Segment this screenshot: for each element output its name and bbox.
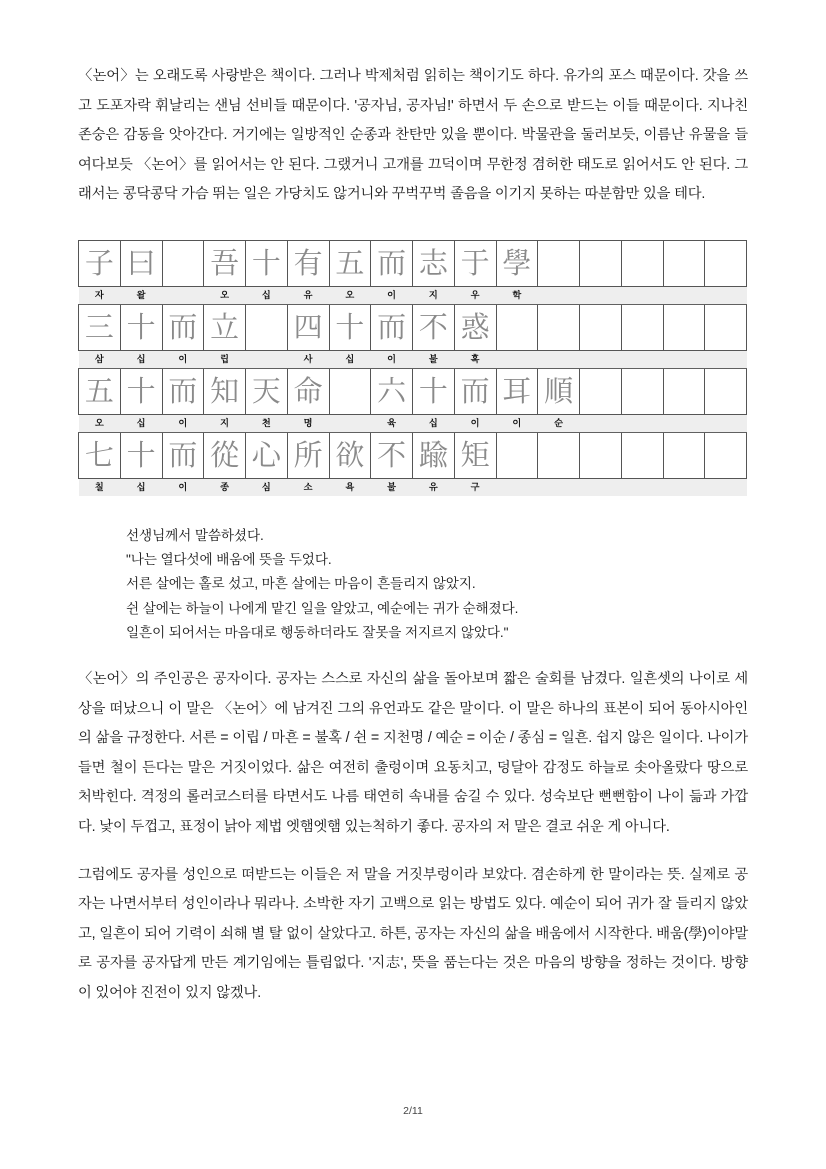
reading-cell: [663, 414, 705, 432]
reading-cell: 이: [496, 414, 538, 432]
quote-line: "나는 열다섯에 배움에 뜻을 두었다.: [126, 552, 332, 568]
hanja-cell: 立: [204, 304, 246, 350]
hanja-cell: 心: [246, 432, 288, 478]
reading-cell: 욕: [329, 478, 371, 496]
hanja-cell: 學: [496, 240, 538, 286]
hanja-cell: 十: [120, 368, 162, 414]
hanja-cell: 順: [538, 368, 580, 414]
hanja-cell: 五: [329, 240, 371, 286]
hanja-cell: 耳: [496, 368, 538, 414]
hanja-cell: [496, 304, 538, 350]
reading-cell: [621, 350, 663, 368]
hanja-cell: 命: [287, 368, 329, 414]
reading-cell: 십: [120, 478, 162, 496]
hanja-char-row: [79, 432, 747, 478]
hanja-cell: 于: [454, 240, 496, 286]
reading-cell: 유: [287, 286, 329, 304]
reading-cell: 지: [204, 414, 246, 432]
reading-cell: 삼: [79, 350, 121, 368]
hanja-cell: 而: [371, 304, 413, 350]
hanja-char-row: [79, 368, 747, 414]
reading-cell: 십: [413, 414, 455, 432]
hanja-cell: 從: [204, 432, 246, 478]
reading-cell: 이: [371, 350, 413, 368]
hanja-reading-row: [79, 286, 747, 304]
reading-cell: 소: [287, 478, 329, 496]
reading-cell: 순: [538, 414, 580, 432]
hanja-cell: [538, 240, 580, 286]
hanja-cell: 而: [162, 304, 204, 350]
hanja-cell: 十: [246, 240, 288, 286]
reading-cell: [538, 478, 580, 496]
hanja-cell: 不: [371, 432, 413, 478]
hanja-cell: [621, 240, 663, 286]
quote-line: 쉰 살에는 하늘이 나에게 맡긴 일을 알았고, 예순에는 귀가 순해졌다.: [126, 600, 519, 616]
reading-cell: [580, 286, 622, 304]
hanja-cell: [621, 432, 663, 478]
reading-cell: 구: [454, 478, 496, 496]
reading-cell: [329, 414, 371, 432]
hanja-cell: 不: [413, 304, 455, 350]
reading-cell: [621, 414, 663, 432]
reading-cell: 칠: [79, 478, 121, 496]
reading-cell: 유: [413, 478, 455, 496]
paragraph-after-table: 〈논어〉의 주인공은 공자이다. 공자는 스스로 자신의 삶을 돌아보며 짧은 술회를 남겼다. 일흔셋의 나이로 세상을 떠났으니 이 말은 〈논어〉에 남겨진 그의 유언과도 같은 말이다. 이 말은 하나의 표본이 되어 동아시아인의 삶을 규정한다. 서른 = 이립 / 마흔 = 불혹 / 쉰 = 지천명 / 예순 = 이순 / 종심 = 일흔. 쉽지 않은 일이다. 나이가 들면 철이 든다는 말은 거짓이었다. 삶은 여전히 출렁이며 요동치고, 덩달아 감정도 하늘로 솟아올랐다 땅으로 처박힌다. 격정의 롤러코스터를 타면서도 나름 태연히 속내를 숨길 수 있다. 성숙보단 뻔뻔함이 나이 듦과 가깝다. 낯이 두껍고, 표정이 낡아 제법 엣햄엣햄 있는척하기 좋다. 공자의 저 말은 결코 쉬운 게 아니다.: [78, 670, 748, 835]
reading-cell: [621, 286, 663, 304]
reading-cell: [162, 286, 204, 304]
reading-cell: 이: [162, 478, 204, 496]
hanja-cell: 而: [371, 240, 413, 286]
reading-cell: [580, 478, 622, 496]
hanja-cell: 惑: [454, 304, 496, 350]
hanja-cell: [621, 368, 663, 414]
reading-cell: [580, 414, 622, 432]
hanja-cell: 而: [454, 368, 496, 414]
hanja-cell: 十: [329, 304, 371, 350]
quote-line: 일흔이 되어서는 마음대로 행동하더라도 잘못을 저지르지 않았다.": [126, 624, 509, 640]
reading-cell: 왈: [120, 286, 162, 304]
reading-cell: [621, 478, 663, 496]
reading-cell: 오: [204, 286, 246, 304]
hanja-cell: [580, 240, 622, 286]
hanja-cell: 吾: [204, 240, 246, 286]
reading-cell: [580, 350, 622, 368]
hanja-cell: [663, 304, 705, 350]
hanja-char-row: [79, 304, 747, 350]
reading-cell: 종: [204, 478, 246, 496]
hanja-cell: 天: [246, 368, 288, 414]
hanja-reading-row: [79, 414, 747, 432]
reading-cell: 이: [371, 286, 413, 304]
hanja-cell: [705, 432, 747, 478]
reading-cell: [705, 478, 747, 496]
paragraph-intro: 〈논어〉는 오래도록 사랑받은 책이다. 그러나 박제처럼 읽히는 책이기도 하다. 유가의 포스 때문이다. 갓을 쓰고 도포자락 휘날리는 샌님 선비들 때문이다. '공자님, 공자님!' 하면서 두 손으로 받드는 이들 때문이다. 지나친 존숭은 감동을 앗아간다. 거기에는 일방적인 순종과 찬탄만 있을 뿐이다. 박물관을 둘러보듯, 이름난 유물을 들여다보듯 〈논어〉를 읽어서는 안 된다. 그랬거니 고개를 끄덕이며 무한정 겸허한 태도로 읽어서도 안 된다. 그래서는 콩닥콩닥 가슴 뛰는 일은 가당치도 않거니와 꾸벅꾸벅 졸음을 이기지 못하는 따분함만 있을 테다.: [78, 68, 748, 203]
hanja-cell: 六: [371, 368, 413, 414]
reading-cell: 오: [79, 414, 121, 432]
hanja-cell: [162, 240, 204, 286]
hanja-cell: [246, 304, 288, 350]
hanja-cell: 四: [287, 304, 329, 350]
hanja-cell: [663, 240, 705, 286]
hanja-cell: 而: [162, 432, 204, 478]
hanja-cell: 所: [287, 432, 329, 478]
reading-cell: 불: [413, 350, 455, 368]
hanja-cell: [329, 368, 371, 414]
hanja-cell: [705, 368, 747, 414]
reading-cell: [538, 350, 580, 368]
hanja-reading-row: [79, 478, 747, 496]
hanja-cell: 踰: [413, 432, 455, 478]
hanja-cell: 矩: [454, 432, 496, 478]
page-footer: 2/11: [403, 1105, 423, 1117]
hanja-cell: 欲: [329, 432, 371, 478]
reading-cell: 십: [120, 350, 162, 368]
reading-cell: [705, 286, 747, 304]
reading-cell: 명: [287, 414, 329, 432]
reading-cell: 육: [371, 414, 413, 432]
reading-cell: 천: [246, 414, 288, 432]
reading-cell: 사: [287, 350, 329, 368]
reading-cell: 우: [454, 286, 496, 304]
reading-cell: [496, 478, 538, 496]
hanja-grid-table: [78, 240, 747, 496]
reading-cell: 십: [329, 350, 371, 368]
reading-cell: 이: [454, 414, 496, 432]
reading-cell: [705, 414, 747, 432]
hanja-cell: 三: [79, 304, 121, 350]
hanja-grid-body: [79, 240, 747, 496]
hanja-cell: 十: [120, 304, 162, 350]
hanja-char-row: [79, 240, 747, 286]
reading-cell: 혹: [454, 350, 496, 368]
hanja-cell: [580, 304, 622, 350]
hanja-reading-row: [79, 350, 747, 368]
paragraph-final: 그럼에도 공자를 성인으로 떠받드는 이들은 저 말을 거짓부렁이라 보았다. 겸손하게 한 말이라는 뜻. 실제로 공자는 나면서부터 성인이라나 뭐라나. 소박한 자기 고백으로 읽는 방법도 있다. 예순이 되어 귀가 잘 들리지 않았고, 일흔이 되어 기력이 쇠해 별 탈 없이 살았다고. 하튼, 공자는 자신의 삶을 배움에서 시작한다. 배움(學)이야말로 공자를 공자답게 만든 계기임에는 틀림없다. '지志', 뜻을 품는다는 것은 마음의 방향을 정하는 것이다. 방향이 있어야 진전이 있지 않겠나.: [78, 866, 748, 1001]
reading-cell: 심: [246, 478, 288, 496]
reading-cell: [538, 286, 580, 304]
hanja-cell: 十: [120, 432, 162, 478]
hanja-cell: 有: [287, 240, 329, 286]
hanja-cell: 曰: [120, 240, 162, 286]
translation-quote-block: [78, 524, 748, 645]
hanja-cell: [621, 304, 663, 350]
quote-line: 서른 살에는 홀로 섰고, 마흔 살에는 마음이 흔들리지 않았지.: [126, 576, 476, 592]
hanja-cell: [663, 368, 705, 414]
hanja-cell: 知: [204, 368, 246, 414]
hanja-cell: [538, 304, 580, 350]
hanja-cell: [496, 432, 538, 478]
reading-cell: 지: [413, 286, 455, 304]
reading-cell: [246, 350, 288, 368]
reading-cell: 십: [246, 286, 288, 304]
reading-cell: 십: [120, 414, 162, 432]
hanja-cell: [705, 304, 747, 350]
hanja-cell: 而: [162, 368, 204, 414]
hanja-cell: [705, 240, 747, 286]
reading-cell: 이: [162, 414, 204, 432]
reading-cell: [663, 286, 705, 304]
quote-line: 선생님께서 말씀하셨다.: [126, 527, 264, 543]
reading-cell: 자: [79, 286, 121, 304]
hanja-cell: 志: [413, 240, 455, 286]
hanja-cell: [538, 432, 580, 478]
reading-cell: [663, 478, 705, 496]
hanja-cell: [580, 368, 622, 414]
reading-cell: [663, 350, 705, 368]
reading-cell: [705, 350, 747, 368]
hanja-cell: [580, 432, 622, 478]
hanja-cell: 子: [79, 240, 121, 286]
reading-cell: [496, 350, 538, 368]
reading-cell: 이: [162, 350, 204, 368]
reading-cell: 오: [329, 286, 371, 304]
reading-cell: 불: [371, 478, 413, 496]
hanja-cell: 五: [79, 368, 121, 414]
reading-cell: 학: [496, 286, 538, 304]
hanja-cell: [663, 432, 705, 478]
hanja-cell: 七: [79, 432, 121, 478]
hanja-cell: 十: [413, 368, 455, 414]
reading-cell: 립: [204, 350, 246, 368]
